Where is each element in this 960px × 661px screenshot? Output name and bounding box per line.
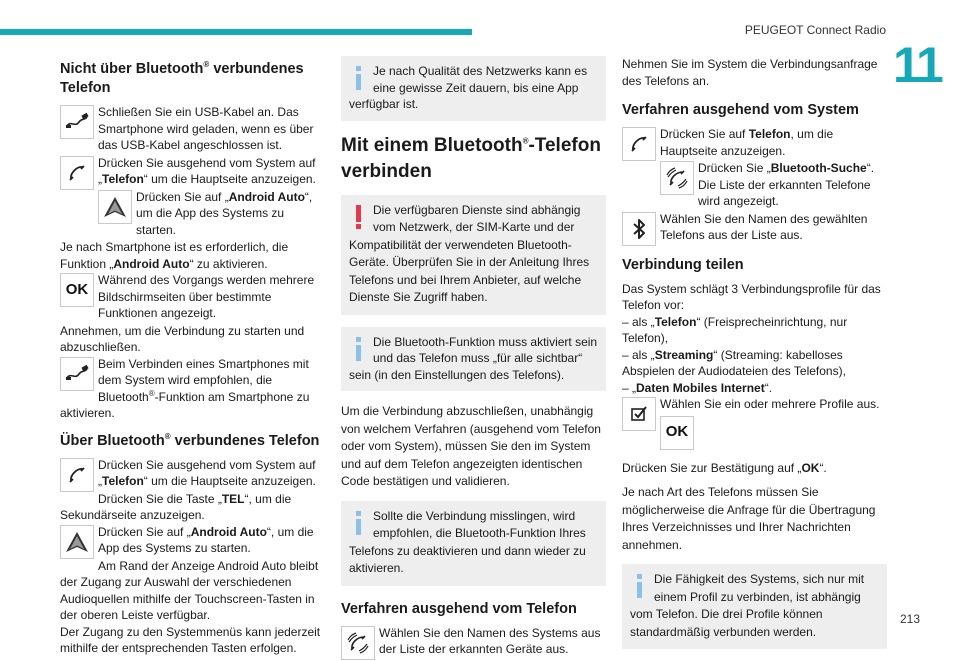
profile-item-data: – „Daten Mobiles Internet“. — [622, 380, 773, 395]
step-telefon-1: Drücken Sie ausgehend vom System auf „Telefon“ um die Hauptseite anzuzeigen. — [60, 155, 325, 188]
usb-cable-icon — [60, 105, 94, 139]
ok-button-icon: OK — [660, 416, 694, 450]
info-box-profiles: Die Fähigkeit des Systems, sich nur mit einem Profil zu verbinden, ist abhängig vom Telefon. Die drei Profile können standardmäßig verbunden werden. — [622, 564, 887, 649]
step-select-phone: Wählen Sie den Namen des gewählten Telefons aus der Liste aus. — [622, 211, 887, 244]
para-android-auto-activate: Je nach Smartphone ist es erforderlich, die Funktion „Android Auto“ zu aktivieren. — [60, 240, 289, 271]
warning-icon — [349, 202, 371, 232]
para-directory-request: Je nach Art des Telefons müssen Sie möglicherweise die Anfrage für die Übertragung Ihres Verzeichnisses und Ihrer Nachrichten annehmen. — [622, 485, 876, 552]
column-left — [60, 56, 325, 657]
android-auto-icon — [98, 190, 132, 224]
heading-connect-bluetooth: Mit einem Bluetooth®-Telefon verbinden — [341, 134, 601, 182]
bluetooth-phone-icon — [660, 161, 694, 195]
step-select-system: Wählen Sie den Namen des Systems aus der Liste der erkannten Geräte aus. — [341, 625, 606, 658]
usb-cable-icon — [60, 357, 94, 391]
step-android-auto-2: Drücken Sie auf „Android Auto“, um die App des Systems zu starten. — [60, 524, 325, 557]
para-tel-key: Drücken Sie die Taste „TEL“, um die Sekundärseite anzuzeigen. — [60, 491, 292, 522]
heading-not-bluetooth: Nicht über Bluetooth® verbundenes Telefon — [60, 60, 304, 96]
info-icon — [349, 508, 371, 538]
heading-share-connection: Verbindung teilen — [622, 256, 744, 273]
para-confirm-code: Um die Verbindung abzuschließen, unabhängig von welchem Verfahren (ausgehend vom Telefon oder vom System), müssen Sie den im System und auf dem Telefon angezeigten identischen Code bestätigen und validieren. — [341, 404, 601, 488]
info-icon — [630, 571, 652, 601]
para-accept-request: Nehmen Sie im System die Verbindungsanfrage des Telefons an. — [622, 57, 878, 88]
column-middle — [341, 56, 606, 660]
header-accent-bar — [0, 29, 472, 35]
step-confirm-ok: OK Drücken Sie zur Bestätigung auf „OK“. — [622, 415, 887, 477]
step-bluetooth-recommend: Beim Verbinden eines Smartphones mit dem System wird empfohlen, die Bluetooth®-Funktion am Smartphone zu aktivieren. — [60, 356, 310, 420]
para-audio-sources: Am Rand der Anzeige Android Auto bleibt der Zugang zur Auswahl der verschiedenen Audioquellen mithilfe der Touchscreen-Tasten in der oberen Leiste verfügbar. — [60, 558, 319, 622]
step-select-profiles: Wählen Sie ein oder mehrere Profile aus. — [622, 396, 887, 413]
para-profiles-intro: Das System schlägt 3 Verbindungsprofile für das Telefon vor: — [622, 281, 881, 312]
info-icon — [349, 334, 371, 364]
step-telefon-2: Drücken Sie ausgehend vom System auf „Telefon“ um die Hauptseite anzuzeigen. — [60, 457, 325, 490]
phone-icon — [622, 127, 656, 161]
phone-icon — [60, 458, 94, 492]
chapter-number: 11 — [893, 37, 942, 93]
bluetooth-icon — [622, 212, 656, 246]
profile-item-streaming: – als „Streaming“ (Streaming: kabelloses Abspielen der Audiodateien des Telefons), — [622, 347, 846, 378]
android-auto-icon — [60, 525, 94, 559]
column-right — [622, 56, 887, 661]
heading-via-bluetooth: Über Bluetooth® verbundenes Telefon — [60, 431, 320, 449]
warning-box-services: Die verfügbaren Dienste sind abhängig vom Netzwerk, der SIM-Karte und der Kompatibilität der verwendeten Bluetooth-Geräte. Überprüfen Sie in der Anleitung Ihres Telefons und bei Ihrem Anbieter, auf welche Dienste Sie Zugriff haben. — [341, 195, 606, 315]
page-number: 213 — [900, 612, 921, 626]
checkbox-icon — [622, 397, 656, 431]
heading-from-phone: Verfahren ausgehend vom Telefon — [341, 600, 577, 617]
info-icon — [349, 63, 371, 93]
step-system-telefon: Drücken Sie auf Telefon, um die Hauptseite anzuzeigen. — [622, 126, 887, 159]
step-ok-1: OK Während des Vorgangs werden mehrere Bildschirmseiten über bestimmte Funktionen angezeigt. — [60, 272, 325, 322]
profile-item-phone: – als „Telefon“ (Freisprecheinrichtung, nur Telefon), — [622, 314, 848, 345]
step-usb-cable: Schließen Sie ein USB-Kabel an. Das Smartphone wird geladen, wenn es über das USB-Kabel angeschlossen ist. — [60, 104, 325, 154]
info-box-bluetooth-visible: Die Bluetooth-Funktion muss aktiviert sein und das Telefon muss „für alle sichtbar“ sein (in den Einstellungen des Telefons). — [341, 327, 606, 392]
step-bluetooth-search: Drücken Sie „Bluetooth-Suche“. Die Liste der erkannten Telefone wird angezeigt. — [622, 160, 887, 210]
heading-from-system: Verfahren ausgehend vom System — [622, 102, 859, 118]
info-box-network: Je nach Qualität des Netzwerks kann es eine gewisse Zeit dauern, bis eine App verfügbar ist. — [341, 56, 606, 121]
ok-button-icon: OK — [60, 273, 94, 307]
para-accept: Annehmen, um die Verbindung zu starten und abzuschließen. — [60, 323, 305, 354]
bluetooth-phone-icon — [341, 626, 375, 660]
header-title: PEUGEOT Connect Radio — [744, 23, 886, 37]
step-android-auto-1: Drücken Sie auf „Android Auto“, um die App des Systems zu starten. — [60, 189, 325, 239]
para-system-menus: Der Zugang zu den Systemmenüs kann jederzeit mithilfe der entsprechenden Tasten erfolgen. — [60, 624, 321, 655]
phone-icon — [60, 156, 94, 190]
info-box-connection-failed: Sollte die Verbindung misslingen, wird empfohlen, die Bluetooth-Funktion Ihres Telefons zu deaktivieren und dann wieder zu aktivieren. — [341, 501, 606, 586]
